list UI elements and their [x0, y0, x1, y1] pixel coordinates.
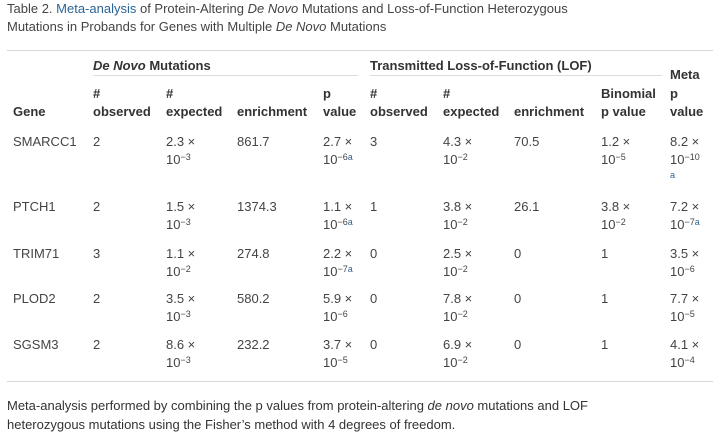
group-header-lof: Transmitted Loss-of-Function (LOF): [370, 58, 592, 73]
lof-observed-cell: 0: [370, 291, 378, 306]
dn-p-value-cell-exponent: −6: [337, 309, 348, 319]
meta-p-value-cell-power: [670, 216, 700, 234]
dn-enrichment-cell: 861.7: [237, 134, 270, 149]
dn-p-value-cell-exponent: −7: [337, 264, 348, 274]
column-header-lof-expected: [443, 85, 499, 121]
dn-observed-cell: 2: [93, 199, 101, 214]
dn-expected-cell-base: 10: [166, 152, 181, 167]
column-header-dn-observed-l1: #: [93, 86, 101, 101]
dn-p-value-cell: [323, 290, 352, 326]
dn-p-value-cell-footnote-link[interactable]: a: [347, 152, 353, 162]
dn-expected-cell: [166, 198, 195, 234]
dn-expected-cell: [166, 290, 195, 326]
dn-enrichment-cell: 232.2: [237, 337, 270, 352]
dn-observed-cell: 3: [93, 246, 101, 261]
meta-p-value-cell-base: 10: [670, 355, 685, 370]
dn-p-value-cell-mantissa: 2.2 ×: [323, 246, 353, 261]
lof-expected-cell-exponent: −2: [457, 309, 468, 319]
dn-expected-cell-mantissa: 3.5 ×: [166, 291, 196, 306]
column-header-lof-expected-l2: expected: [443, 104, 500, 119]
caption-text-3: Mutations in Probands for Genes with Multiple: [7, 19, 276, 34]
meta-p-value-cell: [670, 290, 699, 326]
lof-expected-cell-base: 10: [443, 264, 458, 279]
table-caption: [7, 0, 707, 36]
meta-p-value-cell-footnote-link[interactable]: a: [694, 217, 700, 227]
column-header-gene: Gene: [13, 104, 46, 119]
dn-p-value-cell: [323, 198, 353, 234]
meta-p-value-cell-power: [670, 354, 699, 372]
lof-binomial-p-cell: [601, 198, 630, 234]
caption-line-1: [7, 0, 707, 18]
dn-p-value-cell: [323, 133, 353, 169]
meta-p-value-cell-base: 10: [670, 217, 685, 232]
column-header-lof-binomial-p-l1: Binomial: [601, 86, 656, 101]
dn-expected-cell-exponent: −3: [180, 355, 191, 365]
dn-expected-cell-base: 10: [166, 264, 181, 279]
lof-observed-cell: 3: [370, 134, 378, 149]
lof-expected-cell-mantissa: 7.8 ×: [443, 291, 473, 306]
lof-binomial-p-cell-power: [601, 216, 630, 234]
meta-p-value-cell-exponent: −5: [684, 309, 695, 319]
column-header-dn-expected-l1: #: [166, 86, 174, 101]
dn-expected-cell-power: [166, 308, 195, 326]
table-bottom-rule: [7, 381, 713, 382]
dn-p-value-cell-power: [323, 354, 352, 372]
column-header-meta-p-l2: value: [670, 104, 704, 119]
dn-expected-cell-base: 10: [166, 309, 181, 324]
dn-enrichment-cell: 274.8: [237, 246, 270, 261]
lof-binomial-p-cell: 1: [601, 337, 609, 352]
meta-p-value-cell-base: 10: [670, 309, 685, 324]
footnote-text-1: Meta-analysis performed by combining the p values from protein-altering: [7, 398, 428, 413]
dn-expected-cell-exponent: −3: [180, 309, 191, 319]
lof-expected-cell-power: [443, 354, 472, 372]
dn-p-value-cell-exponent: −6: [337, 217, 348, 227]
caption-text-2: Mutations and Loss-of-Function Heterozygous: [298, 1, 568, 16]
lof-binomial-p-cell-base: 10: [601, 217, 616, 232]
gene-cell: PLOD2: [13, 291, 56, 306]
column-header-lof-binomial-p-l2: p value: [601, 104, 646, 119]
dn-p-value-cell-base: 10: [323, 355, 338, 370]
caption-text-4: Mutations: [326, 19, 387, 34]
column-header-dn-observed: [93, 85, 151, 121]
column-header-lof-binomial-p: [601, 85, 656, 121]
dn-observed-cell: 2: [93, 337, 101, 352]
caption-line-2: [7, 18, 707, 36]
lof-observed-cell: 0: [370, 246, 378, 261]
lof-expected-cell-power: [443, 216, 472, 234]
dn-expected-cell-mantissa: 8.6 ×: [166, 337, 196, 352]
table-footnote: [7, 396, 707, 434]
lof-enrichment-cell: 0: [514, 337, 522, 352]
lof-expected-cell-base: 10: [443, 152, 458, 167]
meta-p-value-cell-mantissa: 4.1 ×: [670, 337, 700, 352]
lof-expected-cell-mantissa: 3.8 ×: [443, 199, 473, 214]
lof-expected-cell-mantissa: 6.9 ×: [443, 337, 473, 352]
dn-p-value-cell-mantissa: 2.7 ×: [323, 134, 353, 149]
dn-p-value-cell-footnote-link[interactable]: a: [347, 217, 353, 227]
lof-binomial-p-cell-exponent: −2: [615, 217, 626, 227]
meta-p-value-cell-power: [670, 308, 699, 326]
dn-p-value-cell-mantissa: 3.7 ×: [323, 337, 353, 352]
lof-binomial-p-cell-exponent: −5: [615, 152, 626, 162]
meta-p-value-cell-base: 10: [670, 264, 685, 279]
column-header-dn-expected-l2: expected: [166, 104, 223, 119]
de-novo-group-underline: [93, 75, 358, 76]
meta-p-value-cell-mantissa: 8.2 ×: [670, 134, 700, 149]
lof-binomial-p-cell-mantissa: 1.2 ×: [601, 134, 631, 149]
dn-p-value-cell-base: 10: [323, 152, 338, 167]
dn-p-value-cell-base: 10: [323, 217, 338, 232]
dn-p-value-cell: [323, 245, 353, 281]
caption-text-1: of Protein-Altering: [136, 1, 248, 16]
dn-expected-cell: [166, 245, 195, 281]
meta-p-value-cell-mantissa: 7.7 ×: [670, 291, 700, 306]
lof-expected-cell-mantissa: 4.3 ×: [443, 134, 473, 149]
gene-cell: PTCH1: [13, 199, 56, 214]
column-header-lof-observed-l2: observed: [370, 104, 428, 119]
dn-p-value-cell-exponent: −5: [337, 355, 348, 365]
column-header-dn-p-value-l1: p: [323, 86, 331, 101]
column-header-meta-p-l1: p: [670, 86, 678, 101]
lof-expected-cell-power: [443, 151, 472, 169]
lof-binomial-p-cell: [601, 133, 630, 169]
meta-p-value-cell-mantissa: 7.2 ×: [670, 199, 700, 214]
gene-cell: TRIM71: [13, 246, 60, 261]
dn-observed-cell: 2: [93, 134, 101, 149]
meta-p-value-cell-exponent: −4: [684, 355, 695, 365]
dn-p-value-cell-mantissa: 1.1 ×: [323, 199, 353, 214]
dn-expected-cell-power: [166, 151, 195, 169]
lof-expected-cell: [443, 245, 472, 281]
dn-p-value-cell-base: 10: [323, 264, 338, 279]
meta-p-value-cell: [670, 245, 699, 281]
lof-expected-cell-exponent: −2: [457, 152, 468, 162]
lof-expected-cell-mantissa: 2.5 ×: [443, 246, 473, 261]
column-header-lof-observed-l1: #: [370, 86, 378, 101]
meta-p-value-cell: [670, 336, 699, 372]
footnote-text-2: mutations and LOF: [473, 398, 588, 413]
footnote-emphasis: de novo: [427, 398, 474, 413]
lof-expected-cell-base: 10: [443, 355, 458, 370]
lof-binomial-p-cell: 1: [601, 291, 609, 306]
lof-expected-cell: [443, 133, 472, 169]
dn-enrichment-cell: 580.2: [237, 291, 270, 306]
column-header-dn-p-value-l2: value: [323, 104, 357, 119]
footnote-line-1: [7, 396, 707, 415]
dn-p-value-cell-footnote-link[interactable]: a: [347, 264, 353, 274]
dn-expected-cell-mantissa: 2.3 ×: [166, 134, 196, 149]
lof-expected-cell-power: [443, 263, 472, 281]
lof-expected-cell: [443, 198, 472, 234]
dn-p-value-cell-power: [323, 308, 352, 326]
dn-expected-cell-base: 10: [166, 217, 181, 232]
dn-expected-cell-power: [166, 263, 195, 281]
dn-expected-cell-exponent: −3: [180, 152, 191, 162]
footnote-line-2: heterozygous mutations using the Fisher’s method with 4 degrees of freedom.: [7, 417, 456, 432]
dn-expected-cell: [166, 336, 195, 372]
column-header-lof-enrichment: enrichment: [514, 104, 585, 119]
column-header-meta-p: [670, 85, 703, 121]
dn-p-value-cell-mantissa: 5.9 ×: [323, 291, 353, 306]
dn-p-value-cell-exponent: −6: [337, 152, 348, 162]
gene-cell: SGSM3: [13, 337, 59, 352]
caption-emphasis-1: De Novo: [247, 1, 299, 16]
dn-p-value-cell-power: [323, 216, 353, 234]
lof-expected-cell-exponent: −2: [457, 355, 468, 365]
column-header-dn-enrichment: enrichment: [237, 104, 308, 119]
meta-p-value-cell-power: [670, 263, 699, 281]
dn-expected-cell-mantissa: 1.1 ×: [166, 246, 196, 261]
column-header-dn-observed-l2: observed: [93, 104, 151, 119]
dn-p-value-cell-power: [323, 263, 353, 281]
meta-p-value-cell-power: [670, 151, 700, 169]
dn-p-value-cell-power: [323, 151, 353, 169]
lof-binomial-p-cell-power: [601, 151, 630, 169]
lof-enrichment-cell: 0: [514, 291, 522, 306]
meta-p-value-cell-exponent: −10: [684, 152, 700, 162]
lof-expected-cell-exponent: −2: [457, 264, 468, 274]
lof-binomial-p-cell: 1: [601, 246, 609, 261]
group-header-de-novo-rest: Mutations: [145, 58, 211, 73]
column-header-lof-expected-l1: #: [443, 86, 451, 101]
meta-p-value-cell-exponent: −6: [684, 264, 695, 274]
dn-expected-cell-exponent: −3: [180, 217, 191, 227]
dn-p-value-cell: [323, 336, 352, 372]
group-header-meta: Meta: [670, 67, 700, 82]
table-top-rule: [7, 50, 713, 51]
lof-enrichment-cell: 70.5: [514, 134, 540, 149]
meta-p-value-cell-mantissa: 3.5 ×: [670, 246, 700, 261]
lof-expected-cell-exponent: −2: [457, 217, 468, 227]
meta-analysis-link[interactable]: Meta-analysis: [56, 1, 137, 16]
caption-emphasis-2: De Novo: [275, 19, 327, 34]
dn-observed-cell: 2: [93, 291, 101, 306]
dn-expected-cell-power: [166, 216, 195, 234]
lof-observed-cell: 0: [370, 337, 378, 352]
lof-expected-cell: [443, 290, 472, 326]
dn-expected-cell: [166, 133, 195, 169]
dn-expected-cell-base: 10: [166, 355, 181, 370]
lof-enrichment-cell: 26.1: [514, 199, 540, 214]
meta-p-value-cell-footnote-line: [670, 169, 700, 187]
lof-expected-cell: [443, 336, 472, 372]
meta-p-value-cell: [670, 198, 700, 234]
lof-expected-cell-base: 10: [443, 217, 458, 232]
lof-binomial-p-cell-base: 10: [601, 152, 616, 167]
gene-cell: SMARCC1: [13, 134, 77, 149]
dn-expected-cell-exponent: −2: [180, 264, 191, 274]
column-header-dn-p-value: [323, 85, 356, 121]
dn-p-value-cell-base: 10: [323, 309, 338, 324]
meta-p-value-cell-footnote-link[interactable]: a: [670, 170, 676, 180]
lof-observed-cell: 1: [370, 199, 378, 214]
dn-enrichment-cell: 1374.3: [237, 199, 277, 214]
group-header-de-novo: [93, 58, 211, 74]
dn-expected-cell-mantissa: 1.5 ×: [166, 199, 196, 214]
meta-p-value-cell: [670, 133, 700, 187]
column-header-dn-expected: [166, 85, 222, 121]
column-header-lof-observed: [370, 85, 428, 121]
caption-prefix: Table 2.: [7, 1, 57, 16]
lof-binomial-p-cell-mantissa: 3.8 ×: [601, 199, 631, 214]
lof-expected-cell-base: 10: [443, 309, 458, 324]
group-header-de-novo-emphasis: De Novo: [93, 58, 146, 73]
lof-group-underline: [370, 75, 662, 76]
meta-p-value-cell-base: 10: [670, 152, 685, 167]
lof-expected-cell-power: [443, 308, 472, 326]
meta-p-value-cell-exponent: −7: [684, 217, 695, 227]
dn-expected-cell-power: [166, 354, 195, 372]
lof-enrichment-cell: 0: [514, 246, 522, 261]
